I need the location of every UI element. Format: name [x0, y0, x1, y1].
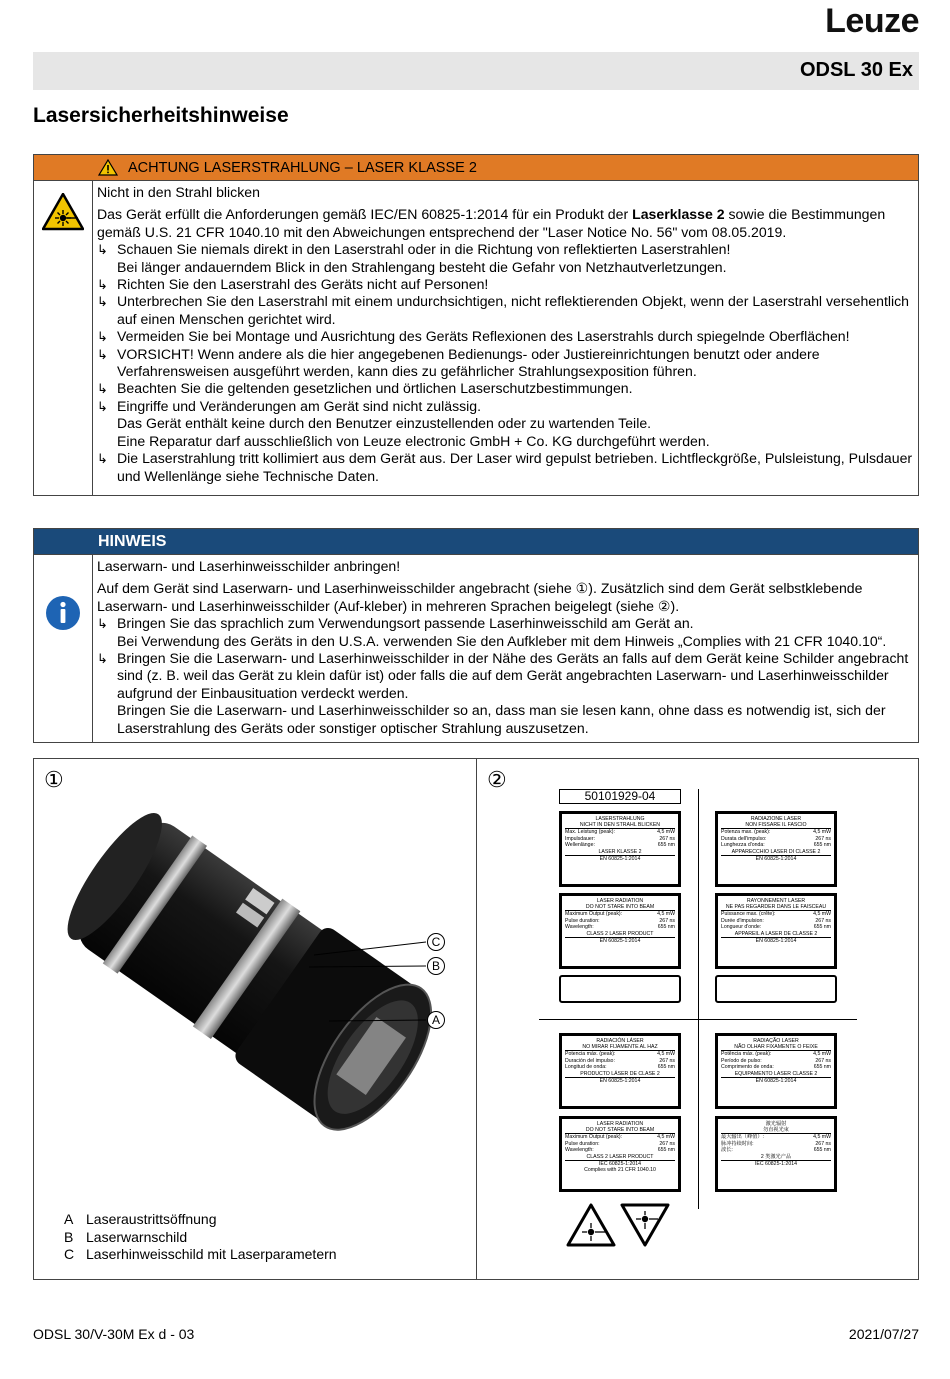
- arrow-icon: ↳: [97, 294, 108, 310]
- warning-triangle-icon: [98, 159, 118, 176]
- warning-header: [34, 155, 918, 180]
- callout-b: B: [427, 957, 445, 975]
- instruction-item: ↳ Bringen Sie die Laserwarn- und Laserhinweisschilder in der Nähe des Geräts an falls auf dem Gerät keine Schilder angebracht sind (z. B. weil das Gerät zu klein dafür ist) oder falls die auf dem Gerät angebrachten Laserwarn- und Laserhinweisschilder aufgrund der Einbausituation verdeckt werden.: [97, 650, 909, 701]
- blank-label: [559, 975, 681, 1003]
- laser-warning-sign-icon: [566, 1203, 616, 1247]
- instruction-item: ↳ Eingriffe und Veränderungen am Gerät sind nicht zulässig.: [97, 397, 482, 414]
- legend-item: C Laserhinweisschild mit Laserparametern: [64, 1246, 337, 1262]
- instruction-item: ↳ Richten Sie den Laserstrahl des Geräts nicht auf Personen!: [97, 276, 489, 293]
- arrow-icon: ↳: [97, 451, 108, 467]
- laser-warning-box: [33, 154, 919, 496]
- instruction-item: ↳ Unterbrechen Sie den Laserstrahl mit einem undurchsichtigen, nicht reflektierenden Objekt, wenn der Laserstrahl versehentlich auf einen Menschen gerichtet wird.: [97, 293, 910, 327]
- callout-a: A: [427, 1011, 445, 1029]
- blank-label: [715, 975, 837, 1003]
- instruction-item: ↳ Beachten Sie die geltenden gesetzlichen und örtlichen Laserschutzbestimmungen.: [97, 380, 633, 397]
- figure-marker-1: ①: [44, 767, 64, 792]
- laser-hazard-icon: [42, 193, 84, 231]
- info-icon: [45, 595, 81, 631]
- part-number: 50101929-04: [559, 789, 681, 804]
- note-text: [93, 555, 918, 743]
- figure-legend: [64, 1211, 337, 1264]
- figure-marker-2: ②: [487, 767, 507, 792]
- note-intro: Auf dem Gerät sind Laserwarn- und Laserhinweisschilder angebracht (siehe ①). Zusätzlich sind dem Gerät selbstklebende Laserwarn- und Laserhinweisschilder (Auf-kleber) in mehreren Sprachen beigelegt (siehe ②).: [97, 580, 863, 614]
- arrow-icon: ↳: [97, 616, 108, 632]
- laser-warning-sign-inverted-icon: [620, 1203, 670, 1247]
- instruction-continuation: Das Gerät enthält keine durch den Benutzer einzustellenden oder zu wartenden Teile.: [117, 415, 652, 432]
- note-subtitle: Laserwarn- und Laserhinweisschilder anbringen!: [97, 558, 401, 574]
- warning-intro: Das Gerät erfüllt die Anforderungen gemäß IEC/EN 60825-1:2014 für ein Produkt der Laserklasse 2 sowie die Bestimmungen gemäß U.S. 21 CFR 1040.10 mit den Abweichungen entsprechend der "Laser Notice No. 56" vom 08.05.2019.: [97, 206, 886, 240]
- laser-info-label: RADIACIÓN LÁSER NO MIRAR FIJAMENTE AL HAZ Potencia máx. (peak): 4,5 mW Duración del impulso: 267 ns Longitud de onda: 655 nm PRODUCTO LÁSER DE CLASE 2 EN 60825-1:2014: [559, 1033, 681, 1109]
- arrow-icon: ↳: [97, 381, 108, 397]
- laser-info-label: LASERSTRAHLUNG NICHT IN DEN STRAHL BLICKEN Max. Leistung (peak): 4,5 mW Impulsdauer: 267 ns Wellenlänge: 655 nm LASER KLASSE 2 EN 60825-1:2014: [559, 811, 681, 887]
- legend-item: B Laserwarnschild: [64, 1228, 188, 1245]
- note-box: [33, 528, 919, 743]
- footer-date: 2021/07/27: [848, 1326, 919, 1342]
- warning-subtitle: Nicht in den Strahl blicken: [97, 184, 260, 200]
- instruction-item: ↳ Die Laserstrahlung tritt kollimiert aus dem Gerät aus. Der Laser wird gepulst betrieben. Lichtfleckgröße, Pulsleistung, Pulsdauer und Wellenlänge siehe Technische Daten.: [97, 450, 913, 484]
- arrow-icon: ↳: [97, 277, 108, 293]
- instruction-item: ↳ VORSICHT! Wenn andere als die hier angegebenen Bedienungs- oder Justiereinrichtungen benutzt oder andere Verfahrensweisen ausgeführt werden, kann dies zu gefährlicher Strahlungsexposition führen.: [97, 345, 820, 380]
- laser-info-label: 激光辐射 勿直视光束 最大输出（峰值）: 4,5 mW 脉冲持续时间: 267 ns 波长: 655 nm 2 类激光产品 IEC 60825-1:2014: [715, 1116, 837, 1192]
- instruction-continuation: Bei Verwendung des Geräts in den U.S.A. verwenden Sie den Aufkleber mit dem Hinweis „Complies with 21 CFR 1040.10“.: [117, 632, 887, 649]
- arrow-icon: ↳: [97, 329, 108, 345]
- footer-document-id: ODSL 30/V-30M Ex d - 03: [33, 1326, 195, 1342]
- instruction-item: ↳ Bringen Sie das sprachlich zum Verwendungsort passende Laserhinweisschild am Gerät an.: [97, 615, 694, 632]
- header-bar: [33, 52, 919, 90]
- callout-c: C: [427, 933, 445, 951]
- laser-info-label: RADIAÇÃO LASER NÃO OLHAR FIXAMENTE O FEIXE Potência máx. (peak): 4,5 mW Período de pulso: 267 ns Comprimento de onda: 655 nm EQUIPAMENTO LASER CLASSE 2 EN 60825-1:2014: [715, 1033, 837, 1109]
- laser-info-label: RADIAZIONE LASER NON FISSARE IL FASCIO Potenza max. (peak): 4,5 mW Durata dell'impulso: 267 ns Lunghezza d'onda: 655 nm APPARECCHIO LASER DI CLASSE 2 EN 60825-1:2014: [715, 811, 837, 887]
- instruction-item: ↳ Vermeiden Sie bei Montage und Ausrichtung des Geräts Reflexionen des Laserstrahls durch spiegelnde Oberflächen!: [97, 328, 850, 345]
- warning-text: [93, 181, 918, 496]
- legend-item: A Laseraustrittsöffnung: [64, 1211, 217, 1227]
- note-header: [34, 529, 918, 554]
- brand-logo: Leuze: [825, 2, 919, 40]
- page-title: Lasersicherheitshinweise: [33, 104, 289, 127]
- laser-info-label: LASER RADIATION DO NOT STARE INTO BEAM Maximum Output (peak): 4,5 mW Pulse duration: 267 ns Wavelength: 655 nm CLASS 2 LASER PRODUCT EN 60825-1:2014: [559, 893, 681, 969]
- laser-info-label: LASER RADIATION DO NOT STARE INTO BEAM Maximum Output (peak): 4,5 mW Pulse duration: 267 ns Wavelength: 655 nm CLASS 2 LASER PRODUCT IEC 60825-1:2014 Complies with 21 CFR 1040.10: [559, 1116, 681, 1192]
- note-title: HINWEIS: [98, 532, 167, 550]
- instruction-continuation: Bringen Sie die Laserwarn- und Laserhinweisschilder so an, dass man sie lesen kann, ohne dass es notwendig ist, sich der Laserstrahlung des Geräts oder sonstiger optischer Strahlung auszusetzen.: [117, 702, 886, 736]
- warning-title: ACHTUNG LASERSTRAHLUNG – LASER KLASSE 2: [128, 159, 477, 176]
- instruction-continuation: Eine Reparatur darf ausschließlich von Leuze electronic GmbH + Co. KG durchgeführt werden.: [117, 432, 710, 449]
- instruction-item: ↳ Schauen Sie niemals direkt in den Laserstrahl oder in die Richtung von reflektierten Laserstrahlen!: [97, 241, 731, 258]
- arrow-icon: ↳: [97, 398, 108, 414]
- product-name: ODSL 30 Ex: [799, 59, 913, 81]
- arrow-icon: ↳: [97, 346, 108, 362]
- figure-box: [33, 758, 919, 1280]
- instruction-continuation: Bei länger andauerndem Blick in den Strahlengang besteht die Gefahr von Netzhautverletzungen.: [117, 258, 727, 275]
- arrow-icon: ↳: [97, 651, 108, 667]
- laser-info-label: RAYONNEMENT LASER NE PAS REGARDER DANS LE FAISCEAU Puissance max. (crête): 4,5 mW Durée d'impulsion: 267 ns Longueur d'onde: 655 nm APPAREIL A LASER DE CLASSE 2 EN 60825-1:2014: [715, 893, 837, 969]
- arrow-icon: ↳: [97, 242, 108, 258]
